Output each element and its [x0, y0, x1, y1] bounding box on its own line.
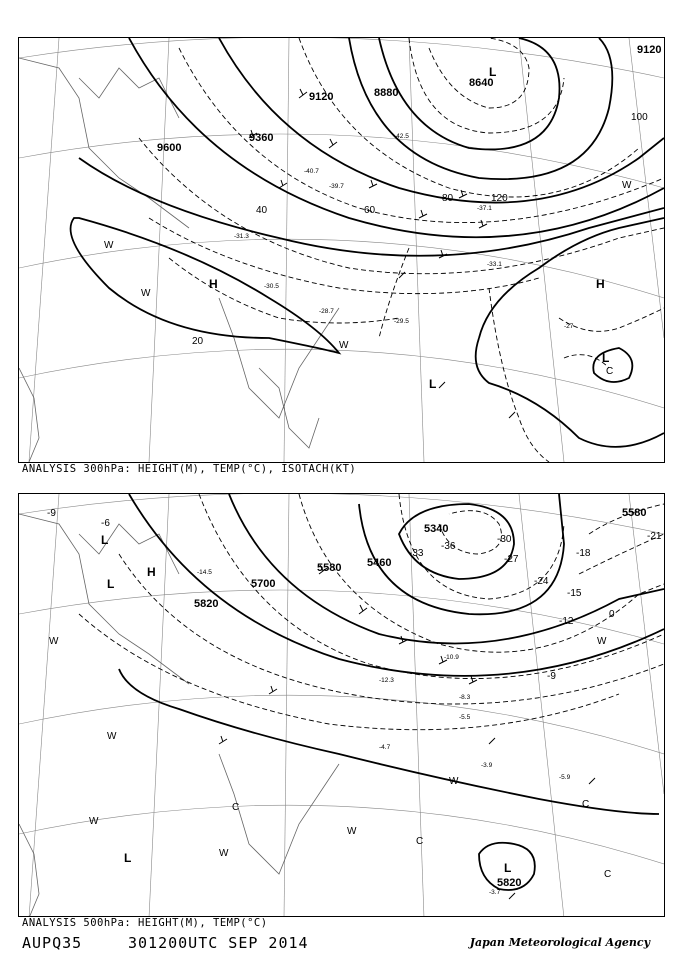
temp-contour-label: -15	[567, 588, 582, 599]
caption-300hpa: ANALYSIS 300hPa: HEIGHT(M), TEMP(°C), ISOTACH(KT)	[22, 463, 357, 475]
temp-label: -10.9	[444, 654, 459, 661]
temp-label: -5.5	[459, 714, 471, 721]
height-label: 9360	[249, 132, 274, 144]
temp-contour-label: -33	[409, 548, 424, 559]
height-label: 5580	[317, 562, 342, 574]
valid-time: 301200UTC SEP 2014	[128, 934, 309, 952]
temp-contour-label: -9	[547, 671, 556, 682]
low-pressure-symbol: L	[489, 65, 497, 79]
height-label: 8880	[374, 87, 399, 99]
cold-symbol: C	[582, 799, 590, 810]
isotach-label: 20	[192, 336, 204, 347]
temp-label: -33.1	[487, 261, 502, 268]
wind-barbs	[219, 565, 595, 899]
temp-label: -37.1	[477, 205, 492, 212]
temp-contour-label: -12	[559, 616, 574, 627]
low-pressure-symbol: L	[101, 533, 109, 547]
warm-symbol: W	[141, 288, 151, 299]
temp-label: -4.7	[379, 744, 391, 751]
low-pressure-symbol: L	[429, 377, 437, 391]
warm-symbol: W	[107, 731, 117, 742]
isotach-label: 40	[256, 205, 268, 216]
temp-label: -28.7	[319, 308, 334, 315]
temp-label: -3.7	[489, 889, 501, 896]
warm-symbol: W	[449, 776, 459, 787]
temp-label: -31.3	[234, 233, 249, 240]
temp-label: -3.9	[481, 762, 493, 769]
temp-label: -42.5	[394, 133, 409, 140]
isotach-contours	[139, 38, 664, 462]
low-pressure-symbol: L	[107, 577, 115, 591]
temp-contour-label: 0	[609, 609, 615, 620]
temp-contour-label: -21	[647, 531, 662, 542]
isotach-label: 100	[631, 112, 648, 123]
low-pressure-symbol: L	[602, 351, 610, 365]
temp-contour-label: -6	[101, 518, 110, 529]
temp-contour-label: -9	[47, 508, 56, 519]
analysis-300hpa-map	[18, 37, 665, 463]
warm-symbol: W	[219, 848, 229, 859]
coastline	[19, 514, 342, 917]
cold-symbol: C	[606, 366, 614, 377]
temp-label: -5.9	[559, 774, 571, 781]
height-label: 5580	[622, 507, 647, 519]
temp-label: -40.7	[304, 168, 319, 175]
map-300hpa-canvas	[19, 38, 664, 462]
cold-symbol: C	[416, 836, 424, 847]
warm-symbol: W	[89, 816, 99, 827]
high-pressure-symbol: H	[596, 277, 605, 291]
warm-symbol: W	[597, 636, 607, 647]
temp-label: -39.7	[329, 183, 344, 190]
height-label: 9120	[309, 91, 334, 103]
height-label: 8640	[469, 77, 494, 89]
height-label: 9120	[637, 44, 662, 56]
temp-label: -14.5	[197, 569, 212, 576]
cold-symbol: C	[232, 802, 240, 813]
height-label: 5820	[497, 877, 522, 889]
isotach-label: 120	[491, 193, 508, 204]
temp-label: -8.3	[459, 694, 471, 701]
temp-contour-label: -27	[504, 554, 519, 565]
warm-symbol: W	[622, 180, 632, 191]
isotach-label: 60	[364, 205, 376, 216]
warm-symbol: W	[339, 340, 349, 351]
coastline	[19, 58, 339, 462]
warm-symbol: W	[49, 636, 59, 647]
height-label: 5820	[194, 598, 219, 610]
temp-contour-label: -24	[534, 576, 549, 587]
agency-name: Japan Meteorological Agency	[469, 936, 650, 949]
latlon-grid	[19, 494, 664, 917]
cold-symbol: C	[604, 869, 612, 880]
temp-contour-label: -18	[576, 548, 591, 559]
high-pressure-symbol: H	[209, 277, 218, 291]
temperature-contours	[79, 494, 664, 730]
temp-contour-label: -30	[497, 534, 512, 545]
map-500hpa-canvas	[19, 494, 664, 917]
warm-symbol: W	[104, 240, 114, 251]
temp-label: -27	[564, 323, 574, 330]
temp-label: -29.5	[394, 318, 409, 325]
temp-contour-label: -36	[441, 541, 456, 552]
height-label: 5340	[424, 523, 449, 535]
caption-500hpa: ANALYSIS 500hPa: HEIGHT(M), TEMP(°C)	[22, 917, 268, 929]
height-label: 5460	[367, 557, 392, 569]
high-pressure-symbol: H	[147, 565, 156, 579]
height-label: 9600	[157, 142, 182, 154]
low-pressure-symbol: L	[124, 851, 132, 865]
height-label: 5700	[251, 578, 276, 590]
warm-symbol: W	[347, 826, 357, 837]
temp-label: -12.3	[379, 677, 394, 684]
temp-label: -30.5	[264, 283, 279, 290]
low-pressure-symbol: L	[504, 861, 512, 875]
isotach-label: 80	[442, 193, 454, 204]
analysis-500hpa-map	[18, 493, 665, 917]
chart-code: AUPQ35	[22, 934, 83, 952]
